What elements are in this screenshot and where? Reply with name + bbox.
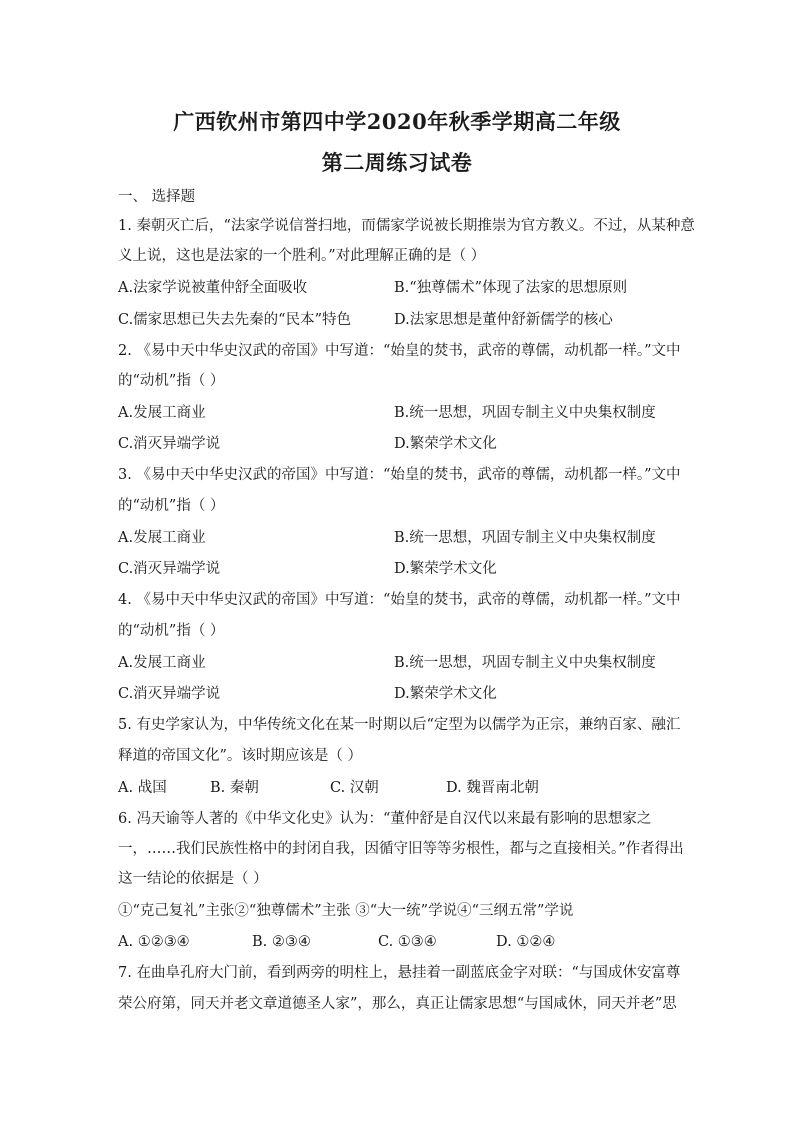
question-7-text: 7. 在曲阜孔府大门前，看到两旁的明柱上，悬挂着一副蓝底金字对联：“与国成休安富尊: [118, 965, 681, 981]
question-1-option-d: D.法家思想是董仲舒新儒学的核心: [394, 312, 613, 328]
question-3-text-cont: 的“动机”指（ ）: [118, 498, 225, 514]
question-2-option-b: B.统一思想，巩固专制主义中央集权制度: [394, 405, 656, 421]
question-5-option-b: B. 秦朝: [210, 780, 259, 796]
question-4-text-cont: 的“动机”指（ ）: [118, 623, 225, 639]
question-4-option-d: D.繁荣学术文化: [394, 686, 497, 702]
question-3-option-b: B.统一思想，巩固专制主义中央集权制度: [394, 530, 656, 546]
question-6-text: 6. 冯天谕等人著的《中华文化史》认为：“董仲舒是自汉代以来最有影响的思想家之: [118, 811, 652, 827]
question-6-text-cont: 一，……我们民族性格中的封闭自我，因循守旧等等劣根性，都与之直接相关。”作者得出: [118, 841, 684, 857]
question-7-text-cont: 荣公府第，同天并老文章道德圣人家”，那么，真正让儒家思想“与国咸休，同天并老”思: [118, 996, 677, 1012]
question-5-text-cont: 释道的帝国文化”。该时期应该是（ ）: [118, 748, 363, 764]
question-1-option-b: B.“独尊儒术”体现了法家的思想原则: [394, 280, 628, 296]
question-3-option-a: A.发展工商业: [118, 530, 206, 546]
question-6-items: ①“克己复礼”主张②“独尊儒术”主张 ③“大一统”学说④“三纲五常”学说: [118, 903, 574, 919]
question-6-option-b: B. ②③④: [252, 934, 311, 950]
question-4-option-b: B.统一思想，巩固专制主义中央集权制度: [394, 655, 656, 671]
question-6-text-cont2: 这一结论的依据是（ ）: [118, 871, 268, 887]
question-1-text: 1. 秦朝灭亡后，“法家学说信誉扫地，而儒家学说被长期推崇为官方教义。不过，从某种意: [118, 218, 695, 234]
section-heading: 一、 选择题: [118, 189, 196, 205]
question-6-option-d: D. ①②④: [496, 934, 556, 950]
question-5-text: 5. 有史学家认为，中华传统文化在某一时期以后“定型为以儒学为正宗，兼纳百家、融汇: [118, 717, 681, 733]
question-2-text: 2. 《易中天中华史汉武的帝国》中写道：“始皇的焚书，武帝的尊儒，动机都一样。”文中: [118, 343, 681, 359]
question-1-option-c: C.儒家思想已失去先秦的“民本”特色: [118, 312, 352, 328]
question-2-option-d: D.繁荣学术文化: [394, 436, 497, 452]
question-4-option-a: A.发展工商业: [118, 655, 206, 671]
question-2-option-a: A.发展工商业: [118, 405, 206, 421]
question-5-option-a: A. 战国: [118, 780, 167, 796]
question-3-option-d: D.繁荣学术文化: [394, 561, 497, 577]
question-1-text-cont: 义上说，这也是法家的一个胜利。”对此理解正确的是（ ）: [118, 248, 486, 264]
question-1-option-a: A.法家学说被董仲舒全面吸收: [118, 280, 308, 296]
question-4-option-c: C.消灭异端学说: [118, 686, 221, 702]
question-2-text-cont: 的“动机”指（ ）: [118, 373, 225, 389]
question-5-option-c: C. 汉朝: [330, 780, 379, 796]
question-3-text: 3. 《易中天中华史汉武的帝国》中写道：“始皇的焚书，武帝的尊儒，动机都一样。”文中: [118, 467, 681, 483]
question-4-text: 4. 《易中天中华史汉武的帝国》中写道：“始皇的焚书，武帝的尊儒，动机都一样。”文中: [118, 592, 681, 608]
question-6-option-a: A. ①②③④: [118, 934, 190, 950]
question-3-option-c: C.消灭异端学说: [118, 561, 221, 577]
exam-subtitle: 第二周练习试卷: [321, 150, 473, 175]
question-5-option-d: D. 魏晋南北朝: [446, 780, 539, 796]
question-6-option-c: C. ①③④: [378, 934, 437, 950]
question-2-option-c: C.消灭异端学说: [118, 436, 221, 452]
exam-title: 广西钦州市第四中学2020年秋季学期高二年级: [173, 109, 621, 134]
